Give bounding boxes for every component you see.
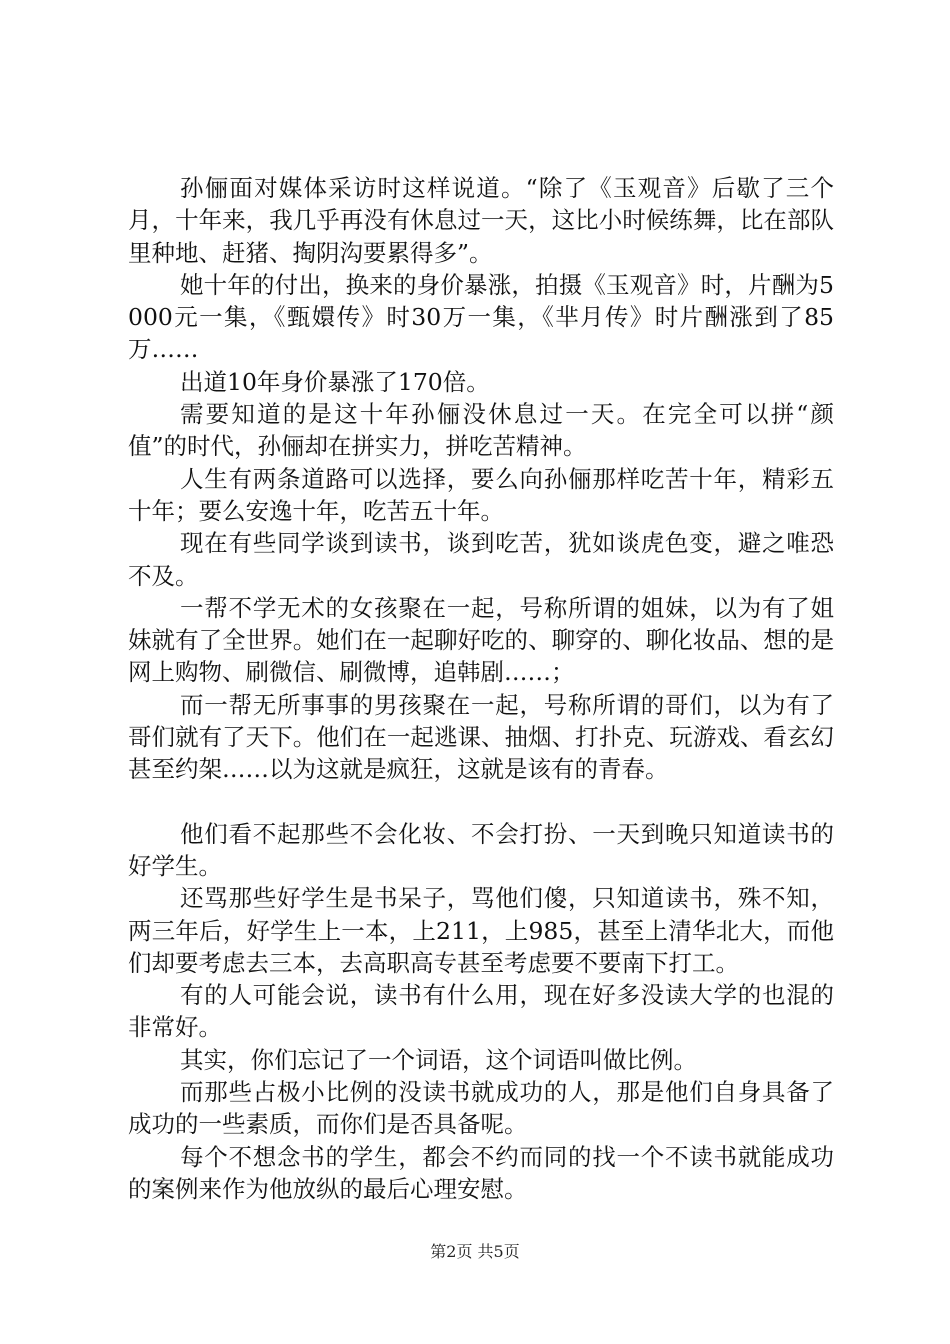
page-number: 第2页 共5页 — [430, 1242, 520, 1261]
paragraph: 其实，你们忘记了一个词语，这个词语叫做比例。 — [180, 1045, 697, 1074]
paragraph: 他们看不起那些不会化妆、不会打扮、一天到晚只知道读书的好学生。 — [128, 819, 834, 880]
paragraph: 出道10年身价暴涨了170倍。 — [180, 367, 490, 396]
page-footer — [0, 1242, 950, 1262]
paragraph: 有的人可能会说，读书有什么用，现在好多没读大学的也混的非常好。 — [128, 981, 834, 1042]
paragraph: 需要知道的是这十年孙俪没休息过一天。在完全可以拼“颜值”的时代，孙俪却在拼实力，拼吃苦精神。 — [128, 400, 834, 461]
paragraph: 一帮不学无术的女孩聚在一起，号称所谓的姐妹，以为有了姐妹就有了全世界。她们在一起聊好吃的、聊穿的、聊化妆品、想的是网上购物、刷微信、刷微博，追韩剧……； — [128, 593, 834, 687]
paragraph: 而那些占极小比例的没读书就成功的人，那是他们自身具备了成功的一些素质，而你们是否具备呢。 — [128, 1078, 834, 1139]
paragraph: 每个不想念书的学生，都会不约而同的找一个不读书就能成功的案例来作为他放纵的最后心理安慰。 — [128, 1142, 834, 1203]
paragraph: 她十年的付出，换来的身价暴涨，拍摄《玉观音》时，片酬为5000元一集，《甄嬛传》时30万一集，《芈月传》时片酬涨到了85万…… — [128, 270, 834, 364]
paragraph: 而一帮无所事事的男孩聚在一起，号称所谓的哥们，以为有了哥们就有了天下。他们在一起逃课、抽烟、打扑克、玩游戏、看玄幻甚至约架……以为这就是疯狂，这就是该有的青春。 — [128, 690, 834, 784]
article-body — [128, 172, 834, 1205]
paragraph: 现在有些同学谈到读书，谈到吃苦，犹如谈虎色变，避之唯恐不及。 — [128, 529, 834, 590]
paragraph: 孙俪面对媒体采访时这样说道。“除了《玉观音》后歇了三个月，十年来，我几乎再没有休息过一天，这比小时候练舞，比在部队里种地、赶猪、掏阴沟要累得多”。 — [128, 174, 834, 267]
paragraph: 人生有两条道路可以选择，要么向孙俪那样吃苦十年，精彩五十年；要么安逸十年，吃苦五十年。 — [128, 464, 834, 525]
paragraph: 还骂那些好学生是书呆子，骂他们傻，只知道读书，殊不知，两三年后，好学生上一本，上211，上985，甚至上清华北大，而他们却要考虑去三本，去高职高专甚至考虑要不要南下打工。 — [128, 884, 834, 977]
